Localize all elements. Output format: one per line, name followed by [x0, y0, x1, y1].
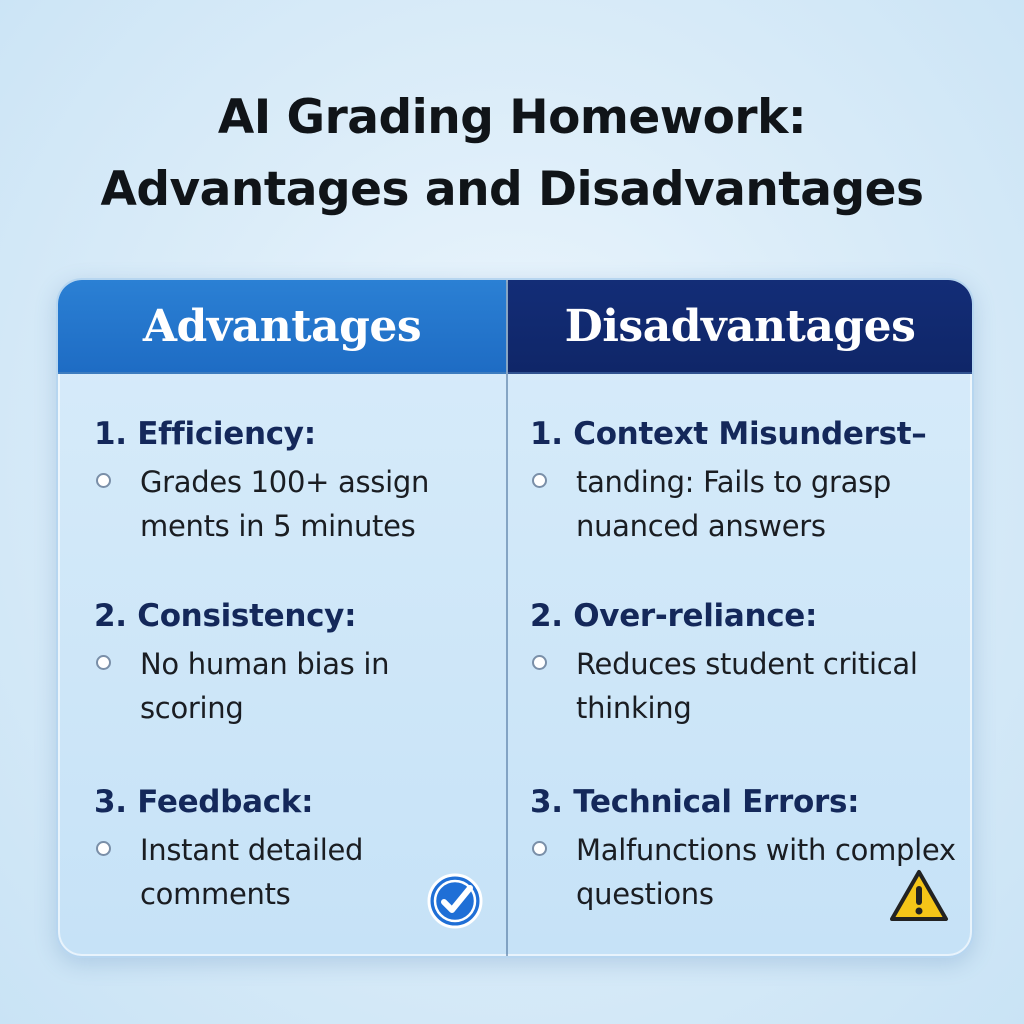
- advantage-heading-1: 1. Efficiency:: [94, 416, 316, 452]
- disadvantage-body-1: [530, 460, 956, 548]
- advantage-text-3: Instant detailed comments: [140, 833, 364, 911]
- comparison-table: [56, 278, 974, 958]
- disadvantage-heading-1: 1. Context Misunderst–: [530, 416, 927, 452]
- advantage-body-1: [94, 460, 470, 548]
- disadvantage-text-1: tanding: Fails to grasp nuanced answers: [576, 465, 892, 543]
- disadvantages-column: [508, 280, 972, 956]
- advantage-body-3: [94, 828, 470, 916]
- disadvantage-text-3: Malfunctions with complex questions: [576, 833, 956, 911]
- title-line-2: Advantages and Disadvantages: [100, 162, 924, 217]
- disadvantage-text-2: Reduces student critical thinking: [576, 647, 918, 725]
- advantage-body-2: [94, 642, 470, 730]
- advantage-heading-3: 3. Feedback:: [94, 784, 314, 820]
- advantage-text-2: No human bias in scoring: [140, 647, 390, 725]
- bullet-circle-icon: [532, 841, 547, 856]
- bullet-circle-icon: [96, 655, 111, 670]
- disadvantage-body-2: [530, 642, 956, 730]
- title-line-1: AI Grading Homework:: [217, 90, 807, 145]
- advantage-heading-2: 2. Consistency:: [94, 598, 357, 634]
- disadvantage-heading-3: 3. Technical Errors:: [530, 784, 860, 820]
- disadvantage-heading-2: 2. Over-reliance:: [530, 598, 818, 634]
- check-icon: [426, 872, 484, 930]
- disadvantage-item-1: [508, 414, 974, 548]
- disadvantages-header: Disadvantages: [508, 280, 972, 374]
- disadvantage-item-2: [508, 596, 974, 730]
- bullet-circle-icon: [532, 655, 547, 670]
- bullet-circle-icon: [96, 841, 111, 856]
- bullet-circle-icon: [532, 473, 547, 488]
- bullet-circle-icon: [96, 473, 111, 488]
- advantage-text-1: Grades 100+ assign ments in 5 minutes: [140, 465, 430, 543]
- page-title: [0, 82, 1024, 226]
- advantage-item-1: [58, 414, 542, 548]
- warning-icon: [888, 868, 950, 924]
- advantages-column: [58, 280, 506, 956]
- advantages-header: Advantages: [58, 280, 506, 374]
- advantage-item-2: [58, 596, 542, 730]
